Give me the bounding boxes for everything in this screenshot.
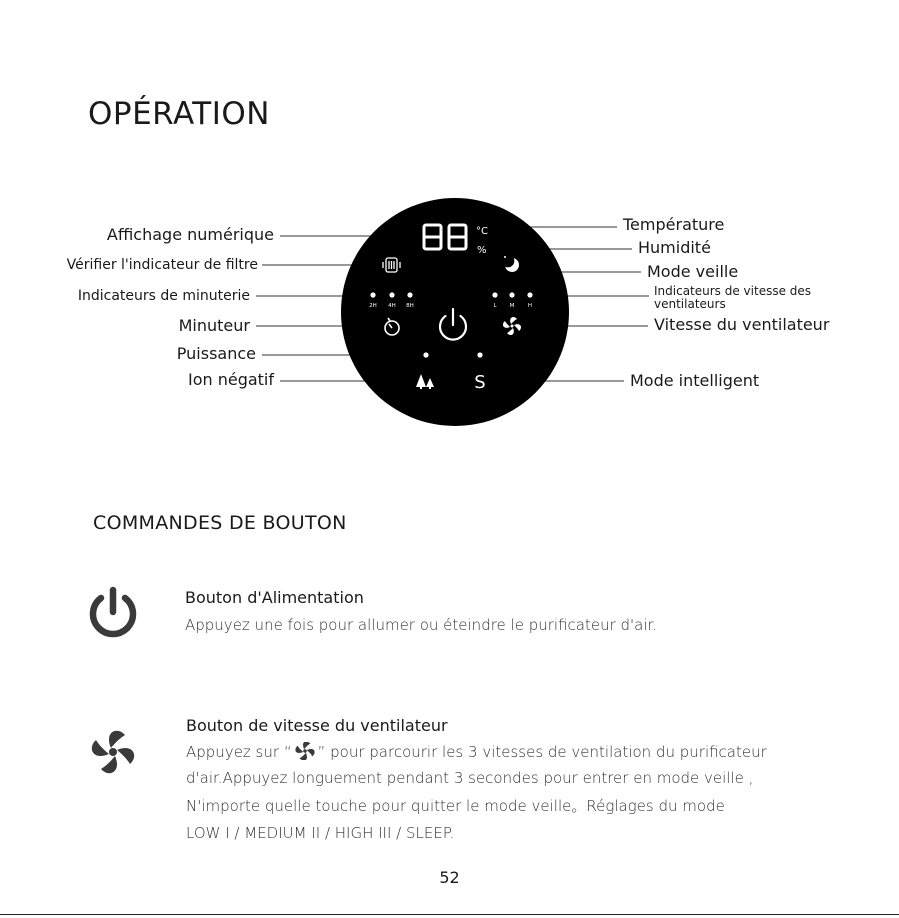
power-button-desc: Appuyez une fois pour allumer ou éteindre le purificateur d'air. xyxy=(185,616,658,634)
speed-mark-h: H xyxy=(527,303,533,309)
section-title: COMMANDES DE BOUTON xyxy=(93,512,347,534)
label-smart-mode: Mode intelligent xyxy=(630,371,760,390)
fan-button-desc-line2: d'air.Appuyez longuement pendant 3 secondes pour entrer en mode veille , xyxy=(186,769,754,787)
fan-desc-after: ” pour parcourir les 3 vitesses de ventilation du purificateur xyxy=(317,743,767,761)
label-timer: Minuteur xyxy=(178,316,250,335)
control-panel xyxy=(341,198,569,426)
page-title: OPÉRATION xyxy=(88,96,270,132)
power-icon xyxy=(86,586,140,640)
fan-button-title: Bouton de vitesse du ventilateur xyxy=(186,716,448,735)
power-button-title: Bouton d'Alimentation xyxy=(185,588,364,607)
inline-fan-icon xyxy=(294,742,316,760)
page-number: 52 xyxy=(439,868,460,887)
ion-indicator-dot xyxy=(423,352,428,357)
timer-mark-8h: 8H xyxy=(406,303,414,309)
footer-divider xyxy=(0,914,899,915)
label-fan-speed: Vitesse du ventilateur xyxy=(654,315,830,334)
smart-mode-button[interactable]: S xyxy=(474,372,486,393)
label-timer-indicators: Indicateurs de minuterie xyxy=(77,288,250,304)
label-power: Puissance xyxy=(176,344,256,363)
label-temperature: Température xyxy=(623,215,725,234)
speed-mark-m: M xyxy=(509,303,515,309)
fan-icon xyxy=(86,725,140,779)
celsius-unit: °C xyxy=(476,226,488,237)
fan-button-desc-line4: LOW I / MEDIUM II / HIGH III / SLEEP. xyxy=(186,824,455,842)
label-sleep-mode: Mode veille xyxy=(647,262,739,281)
fan-button-desc-line1 xyxy=(186,739,866,765)
timer-mark-4h: 4H xyxy=(388,303,396,309)
speed-mark-l: L xyxy=(493,303,497,309)
fan-button-desc-line3: N'importe quelle touche pour quitter le mode veille。Réglages du mode xyxy=(186,797,725,815)
percent-unit: % xyxy=(477,245,487,256)
smart-indicator-dot xyxy=(477,352,482,357)
timer-mark-2h: 2H xyxy=(369,303,377,309)
label-humidity: Humidité xyxy=(638,238,711,257)
label-negative-ion: Ion négatif xyxy=(187,370,274,389)
label-fan-speed-indicators: Indicateurs de vitesse des ventilateurs xyxy=(654,284,812,311)
label-filter-check: Vérifier l'indicateur de filtre xyxy=(66,257,258,273)
label-digital-display: Affichage numérique xyxy=(106,225,274,244)
fan-desc-before: Appuyez sur “ xyxy=(186,743,292,761)
